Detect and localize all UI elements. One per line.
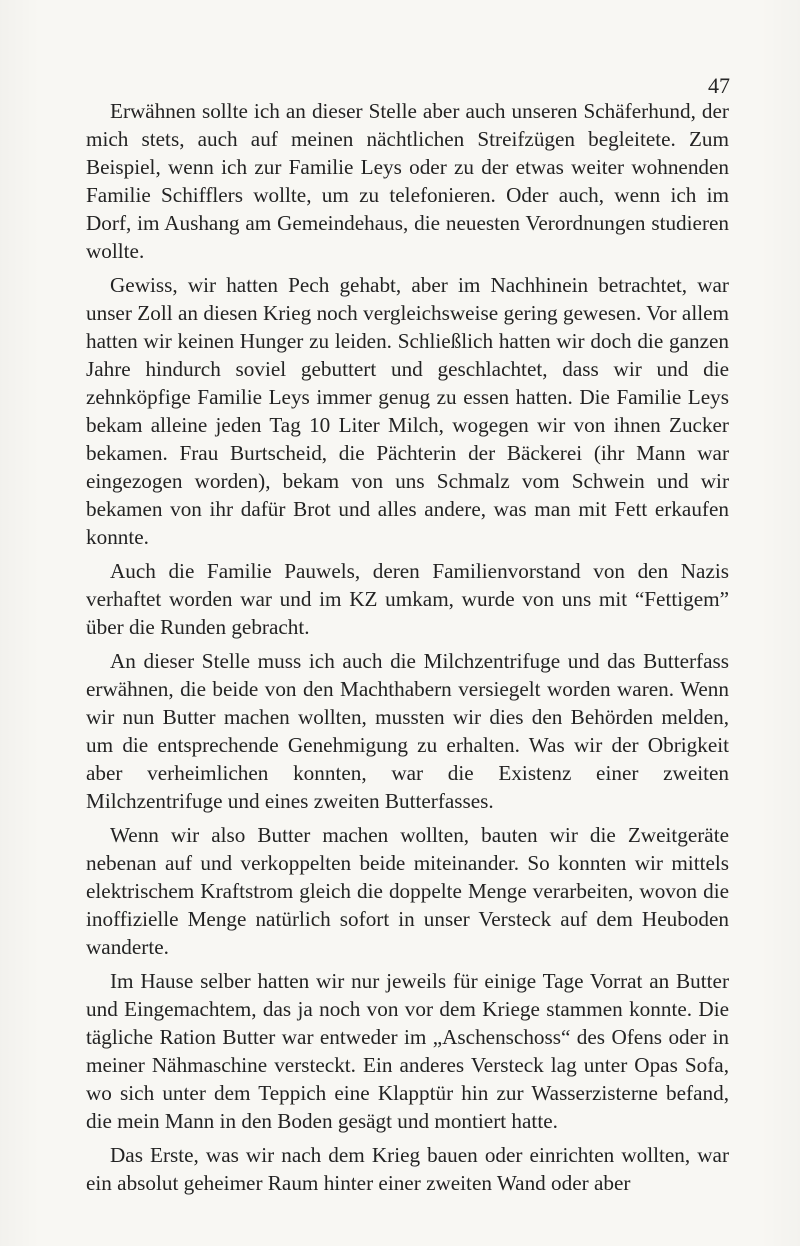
body-text — [86, 97, 729, 1197]
paragraph-1: Erwähnen sollte ich an dieser Stelle aber auch unseren Schäferhund, der mich stets, auch auf meinen nächtlichen Streifzügen begleitete. Zum Beispiel, wenn ich zur Familie Leys oder zu der etwas weiter wohnenden Familie Schifflers wollte, um zu telefonieren. Oder auch, wenn ich im Dorf, im Aushang am Gemeindehaus, die neuesten Verordnungen studieren wollte. — [86, 99, 729, 263]
paragraph-6: Im Hause selber hatten wir nur jeweils für einige Tage Vorrat an Butter und Eingemachtem, das ja noch von vor dem Kriege stammen konnte. Die tägliche Ration Butter war entweder im „Aschenschoss“ des Ofens oder in meiner Nähmaschine versteckt. Ein anderes Versteck lag unter Opas Sofa, wo sich unter dem Teppich eine Klapptür hin zur Wasserzisterne befand, die mein Mann in den Boden gesägt und montiert hatte. — [86, 969, 729, 1133]
paragraph-7: Das Erste, was wir nach dem Krieg bauen oder einrichten wollten, war ein absolut geheimer Raum hinter einer zweiten Wand oder aber — [86, 1143, 729, 1195]
paragraph-5: Wenn wir also Butter machen wollten, bauten wir die Zweitgeräte nebenan auf und verkoppelten beide miteinander. So konnten wir mittels elektrischem Kraftstrom gleich die doppelte Menge verarbeiten, wovon die inoffizielle Menge natürlich sofort in unser Versteck auf dem Heuboden wanderte. — [86, 823, 729, 959]
paragraph-4: An dieser Stelle muss ich auch die Milchzentrifuge und das Butterfass erwähnen, die beide von den Machthabern versiegelt worden waren. Wenn wir nun Butter machen wollten, mussten wir dies den Behörden melden, um die entsprechende Genehmigung zu erhalten. Was wir der Obrigkeit aber verheimlichen konnten, war die Existenz einer zweiten Milchzentrifuge und eines zweiten Butterfasses. — [86, 649, 729, 813]
page-number: 47 — [708, 73, 730, 98]
paragraph-2: Gewiss, wir hatten Pech gehabt, aber im Nachhinein betrachtet, war unser Zoll an diesen Krieg noch vergleichsweise gering gewesen. Vor allem hatten wir keinen Hunger zu leiden. Schließlich hatten wir doch die ganzen Jahre hindurch soviel gebuttert und geschlachtet, dass wir und die zehnköpfige Familie Leys immer genug zu essen hatten. Die Familie Leys bekam alleine jeden Tag 10 Liter Milch, wogegen wir von ihnen Zucker bekamen. Frau Burtscheid, die Pächterin der Bäckerei (ihr Mann war eingezogen worden), bekam von uns Schmalz vom Schwein und wir bekamen von ihr dafür Brot und alles andere, was man mit Fett erkaufen konnte. — [86, 273, 729, 549]
paragraph-3: Auch die Familie Pauwels, deren Familienvorstand von den Nazis verhaftet worden war und im KZ umkam, wurde von uns mit “Fettigem” über die Runden gebracht. — [86, 559, 729, 639]
